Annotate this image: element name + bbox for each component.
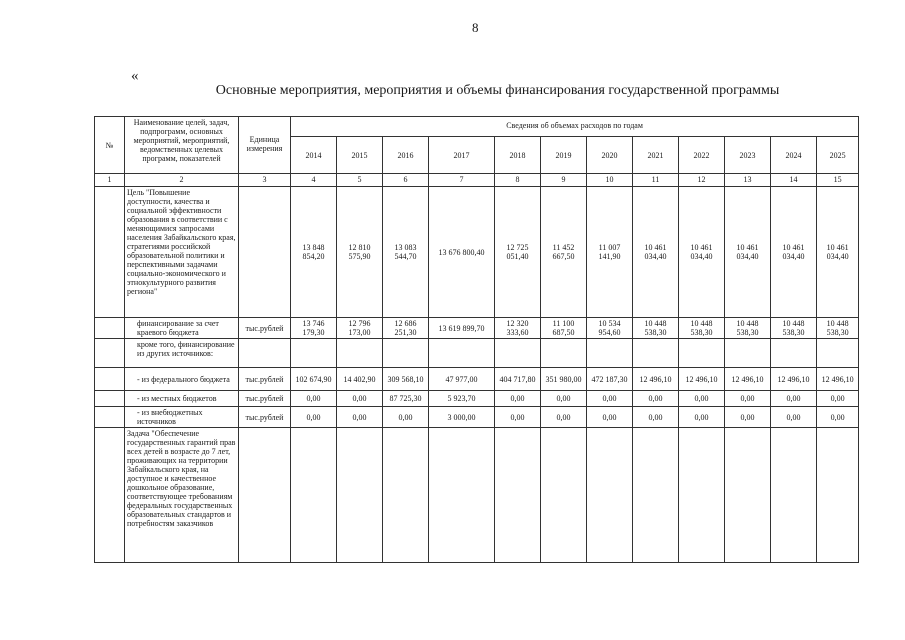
value-cell	[429, 428, 495, 563]
value-cell: 10 448 538,30	[817, 318, 859, 339]
value-cell: 10 461 034,40	[633, 187, 679, 318]
header-name: Наименование целей, задач, подпрограмм, основных мероприятий, мероприятий, ведомственных целевых программ, показателей	[125, 117, 239, 174]
value-cell	[725, 428, 771, 563]
column-index: 9	[541, 174, 587, 187]
value-cell	[587, 428, 633, 563]
table-row	[95, 407, 859, 428]
value-cell: 10 448 538,30	[725, 318, 771, 339]
column-index: 2	[125, 174, 239, 187]
value-cell: 0,00	[495, 391, 541, 407]
value-cell: 12 796 173,00	[337, 318, 383, 339]
row-unit: тыс.рублей	[239, 407, 291, 428]
value-cell: 0,00	[817, 407, 859, 428]
value-cell	[679, 428, 725, 563]
value-cell: 0,00	[771, 391, 817, 407]
value-cell: 10 448 538,30	[679, 318, 725, 339]
value-cell: 12 496,10	[725, 368, 771, 391]
header-year: 2021	[633, 137, 679, 174]
value-cell	[771, 339, 817, 368]
column-index: 10	[587, 174, 633, 187]
header-year: 2023	[725, 137, 771, 174]
column-index: 12	[679, 174, 725, 187]
row-number-cell	[95, 407, 125, 428]
value-cell: 10 461 034,40	[725, 187, 771, 318]
header-year: 2022	[679, 137, 725, 174]
financing-table	[94, 116, 859, 563]
value-cell: 13 746 179,30	[291, 318, 337, 339]
header-number: №	[95, 117, 125, 174]
value-cell: 10 461 034,40	[679, 187, 725, 318]
row-name: - из внебюджетных источников	[125, 407, 239, 428]
value-cell	[817, 339, 859, 368]
value-cell: 0,00	[679, 391, 725, 407]
value-cell: 404 717,80	[495, 368, 541, 391]
value-cell: 11 452 667,50	[541, 187, 587, 318]
value-cell	[383, 428, 429, 563]
value-cell	[495, 428, 541, 563]
column-index: 11	[633, 174, 679, 187]
row-unit	[239, 339, 291, 368]
value-cell	[337, 428, 383, 563]
value-cell	[291, 428, 337, 563]
value-cell: 0,00	[587, 391, 633, 407]
value-cell: 87 725,30	[383, 391, 429, 407]
value-cell: 0,00	[541, 407, 587, 428]
row-number-cell	[95, 368, 125, 391]
value-cell	[541, 428, 587, 563]
value-cell: 0,00	[817, 391, 859, 407]
value-cell	[633, 428, 679, 563]
value-cell: 0,00	[495, 407, 541, 428]
value-cell: 13 619 899,70	[429, 318, 495, 339]
row-number-cell	[95, 318, 125, 339]
header-row-group	[95, 117, 859, 137]
value-cell	[429, 339, 495, 368]
table-row	[95, 428, 859, 563]
header-unit: Единица измерения	[239, 117, 291, 174]
column-index: 6	[383, 174, 429, 187]
table-row	[95, 339, 859, 368]
column-index: 4	[291, 174, 337, 187]
row-unit: тыс.рублей	[239, 368, 291, 391]
value-cell	[495, 339, 541, 368]
row-number-cell	[95, 187, 125, 318]
value-cell: 12 496,10	[771, 368, 817, 391]
value-cell	[771, 428, 817, 563]
value-cell: 10 461 034,40	[771, 187, 817, 318]
header-year: 2018	[495, 137, 541, 174]
row-name: финансирование за счет краевого бюджета	[125, 318, 239, 339]
value-cell: 3 000,00	[429, 407, 495, 428]
value-cell: 13 676 800,40	[429, 187, 495, 318]
row-name: Цель "Повышение доступности, качества и социальной эффективности образования в соответствии с меняющимися запросами населения Забайкальского края, стратегиями российской образовательной политики и перспективными задачами социально-экономического и этнокультурного развития региона"	[125, 187, 239, 318]
value-cell	[383, 339, 429, 368]
value-cell: 0,00	[291, 391, 337, 407]
value-cell: 12 810 575,90	[337, 187, 383, 318]
value-cell: 13 083 544,70	[383, 187, 429, 318]
row-name: - из местных бюджетов	[125, 391, 239, 407]
table-row	[95, 318, 859, 339]
value-cell	[291, 339, 337, 368]
value-cell: 309 568,10	[383, 368, 429, 391]
column-index: 8	[495, 174, 541, 187]
value-cell: 0,00	[337, 391, 383, 407]
value-cell	[725, 339, 771, 368]
row-unit	[239, 428, 291, 563]
value-cell	[633, 339, 679, 368]
column-index-row	[95, 174, 859, 187]
value-cell: 0,00	[383, 407, 429, 428]
value-cell: 12 496,10	[679, 368, 725, 391]
column-index: 15	[817, 174, 859, 187]
table-row	[95, 391, 859, 407]
value-cell: 11 100 687,50	[541, 318, 587, 339]
value-cell: 5 923,70	[429, 391, 495, 407]
header-year: 2019	[541, 137, 587, 174]
row-name: - из федерального бюджета	[125, 368, 239, 391]
row-name: кроме того, финансирование из других источников:	[125, 339, 239, 368]
value-cell: 0,00	[633, 391, 679, 407]
value-cell: 10 534 954,60	[587, 318, 633, 339]
value-cell: 0,00	[291, 407, 337, 428]
column-index: 13	[725, 174, 771, 187]
row-name: Задача "Обеспечение государственных гарантий прав всех детей в возрасте до 7 лет, проживающих на территории Забайкальского края, на доступное и качественное дошкольное образование, соответствующее требованиям федеральных государственных образовательных стандартов и потребностям заказчиков	[125, 428, 239, 563]
column-index: 1	[95, 174, 125, 187]
value-cell: 10 448 538,30	[633, 318, 679, 339]
value-cell: 12 496,10	[633, 368, 679, 391]
value-cell: 10 448 538,30	[771, 318, 817, 339]
column-index: 7	[429, 174, 495, 187]
value-cell: 102 674,90	[291, 368, 337, 391]
value-cell: 12 686 251,30	[383, 318, 429, 339]
row-unit	[239, 187, 291, 318]
page-number: 8	[472, 20, 479, 35]
column-index: 5	[337, 174, 383, 187]
column-index: 14	[771, 174, 817, 187]
value-cell: 0,00	[771, 407, 817, 428]
header-year: 2015	[337, 137, 383, 174]
value-cell: 14 402,90	[337, 368, 383, 391]
row-unit: тыс.рублей	[239, 391, 291, 407]
value-cell: 12 496,10	[817, 368, 859, 391]
row-number-cell	[95, 428, 125, 563]
row-unit: тыс.рублей	[239, 318, 291, 339]
value-cell: 0,00	[725, 391, 771, 407]
document-title: Основные мероприятия, мероприятия и объемы финансирования государственной программы	[215, 83, 780, 98]
table-row	[95, 368, 859, 391]
value-cell: 10 461 034,40	[817, 187, 859, 318]
value-cell: 0,00	[679, 407, 725, 428]
value-cell: 0,00	[725, 407, 771, 428]
table-row	[95, 187, 859, 318]
value-cell	[817, 428, 859, 563]
row-number-cell	[95, 339, 125, 368]
value-cell: 13 848 854,20	[291, 187, 337, 318]
header-year: 2016	[383, 137, 429, 174]
value-cell: 351 980,00	[541, 368, 587, 391]
header-year: 2025	[817, 137, 859, 174]
opening-quote-mark: «	[131, 68, 139, 84]
value-cell	[587, 339, 633, 368]
value-cell: 0,00	[633, 407, 679, 428]
value-cell: 12 725 051,40	[495, 187, 541, 318]
header-year: 2020	[587, 137, 633, 174]
header-year: 2014	[291, 137, 337, 174]
header-year: 2017	[429, 137, 495, 174]
value-cell: 0,00	[587, 407, 633, 428]
row-number-cell	[95, 391, 125, 407]
value-cell: 11 007 141,90	[587, 187, 633, 318]
value-cell	[337, 339, 383, 368]
value-cell: 0,00	[337, 407, 383, 428]
value-cell	[541, 339, 587, 368]
column-index: 3	[239, 174, 291, 187]
value-cell: 12 320 333,60	[495, 318, 541, 339]
value-cell: 472 187,30	[587, 368, 633, 391]
value-cell	[679, 339, 725, 368]
value-cell: 0,00	[541, 391, 587, 407]
value-cell: 47 977,00	[429, 368, 495, 391]
header-year: 2024	[771, 137, 817, 174]
header-expense-group: Сведения об объемах расходов по годам	[291, 117, 859, 137]
